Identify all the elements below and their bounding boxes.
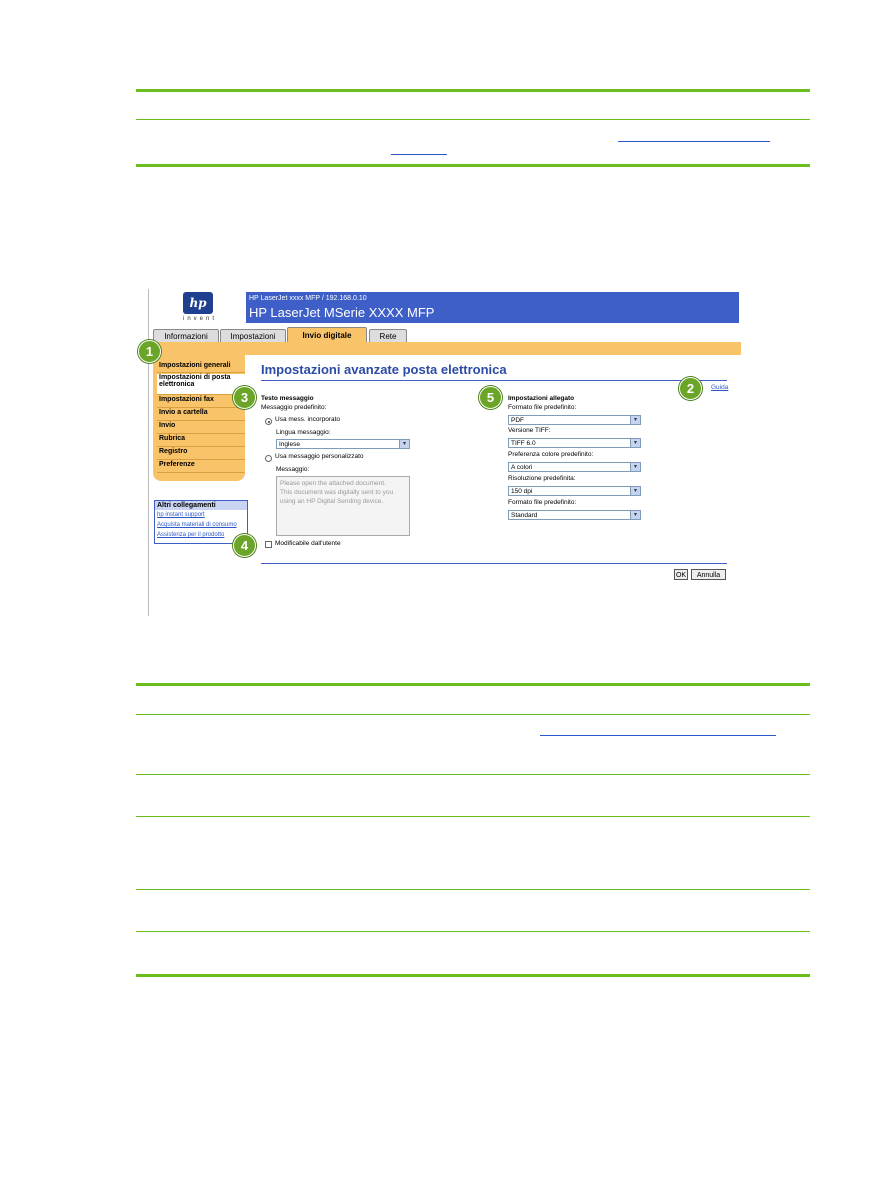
- sidebar-item-posta-elettronica[interactable]: Impostazioni di posta elettronica: [157, 374, 245, 395]
- language-select-value: Inglese: [279, 441, 300, 448]
- callout-5: 5: [479, 386, 502, 409]
- sidebar-item-invio[interactable]: Invio: [157, 422, 245, 434]
- bottom-table-row-rule: [136, 774, 810, 775]
- select-value: Standard: [511, 512, 538, 519]
- title-divider: [261, 380, 727, 381]
- top-table-header-rule: [136, 89, 810, 92]
- top-table-bottom-rule: [136, 164, 810, 167]
- sidebar-item-impostazioni-generali[interactable]: Impostazioni generali: [157, 362, 245, 373]
- chevron-down-icon: ▾: [630, 511, 640, 519]
- ews-screenshot: [145, 289, 741, 616]
- top-table-row-rule: [136, 119, 810, 120]
- link-assistenza-prodotto[interactable]: Assistenza per il prodotto: [157, 532, 225, 538]
- chevron-down-icon: ▾: [630, 487, 640, 495]
- top-table-link-1[interactable]: [618, 141, 770, 142]
- custom-message-label: Usa messaggio personalizzato: [275, 453, 364, 460]
- message-textarea[interactable]: Please open the attached document. This document was digitally sent to you using an HP Digital Sending device.: [276, 476, 410, 536]
- sidebar: [153, 355, 245, 481]
- bottom-table-row-rule: [136, 816, 810, 817]
- attachment-section-title: Impostazioni allegato: [508, 395, 575, 402]
- sidebar-item-fax[interactable]: Impostazioni fax: [157, 396, 245, 408]
- file-format-select[interactable]: [508, 415, 641, 425]
- select-value: 150 dpi: [511, 488, 533, 495]
- chevron-down-icon: ▾: [630, 439, 640, 447]
- attachment-field-label: Preferenza colore predefinito:: [508, 451, 594, 458]
- ok-button[interactable]: OK: [674, 569, 688, 580]
- tiff-version-select[interactable]: [508, 438, 641, 448]
- bottom-table-header-underline: [136, 714, 810, 715]
- select-value: A colori: [511, 464, 533, 471]
- attachment-field-label: Versione TIFF:: [508, 427, 551, 434]
- select-value: PDF: [511, 417, 524, 424]
- tab-bar: [149, 342, 741, 355]
- file-size-select[interactable]: [508, 510, 641, 520]
- bottom-table-row-rule: [136, 889, 810, 890]
- device-address: HP LaserJet xxxx MFP / 192.168.0.10: [249, 295, 367, 302]
- message-section-title: Testo messaggio: [261, 395, 314, 402]
- callout-4: 4: [233, 534, 256, 557]
- language-select[interactable]: [276, 439, 410, 449]
- top-table-link-2[interactable]: [391, 154, 447, 155]
- builtin-message-radio[interactable]: [265, 418, 272, 425]
- sidebar-item-preferenze[interactable]: Preferenze: [157, 461, 245, 473]
- chevron-down-icon: ▾: [630, 416, 640, 424]
- builtin-message-label: Usa mess. incorporato: [275, 416, 341, 423]
- callout-2: 2: [679, 377, 702, 400]
- chevron-down-icon: ▾: [399, 440, 409, 448]
- link-acquista-materiali[interactable]: Acquista materiali di consumo: [157, 522, 237, 528]
- bottom-table-header-rule: [136, 683, 810, 686]
- device-banner: [246, 292, 739, 323]
- color-preference-select[interactable]: [508, 462, 641, 472]
- bottom-table-bottom-rule: [136, 974, 810, 977]
- bottom-table-link[interactable]: [540, 735, 776, 736]
- resolution-select[interactable]: [508, 486, 641, 496]
- other-links-title: Altri collegamenti: [155, 501, 247, 510]
- tab-informazioni[interactable]: Informazioni: [153, 329, 219, 343]
- select-value: TIFF 6.0: [511, 440, 536, 447]
- sidebar-item-registro[interactable]: Registro: [157, 448, 245, 460]
- hp-logo-text: invent: [182, 316, 217, 322]
- callout-3: 3: [233, 386, 256, 409]
- other-links-box: [154, 500, 248, 544]
- tab-impostazioni[interactable]: Impostazioni: [220, 329, 286, 343]
- page-title: Impostazioni avanzate posta elettronica: [261, 362, 507, 377]
- custom-message-radio[interactable]: [265, 455, 272, 462]
- tab-rete[interactable]: Rete: [369, 329, 407, 343]
- message-label: Messaggio:: [276, 466, 310, 473]
- attachment-field-label: Risoluzione predefinita:: [508, 475, 576, 482]
- hp-logo-mark: hp: [183, 292, 213, 314]
- link-hp-instant-support[interactable]: hp instant support: [157, 512, 205, 518]
- tab-invio-digitale[interactable]: Invio digitale: [287, 327, 367, 343]
- bottom-table-row-rule: [136, 931, 810, 932]
- help-link[interactable]: Guida: [711, 384, 729, 391]
- form-footer-divider: [261, 563, 727, 564]
- hp-logo: [157, 292, 243, 324]
- sidebar-item-rubrica[interactable]: Rubrica: [157, 435, 245, 447]
- sidebar-item-invio-cartella[interactable]: Invio a cartella: [157, 409, 245, 421]
- attachment-field-label: Formato file predefinito:: [508, 404, 577, 411]
- language-label: Lingua messaggio:: [276, 429, 331, 436]
- default-message-label: Messaggio predefinito:: [261, 404, 327, 411]
- device-model: HP LaserJet MSerie XXXX MFP: [249, 305, 435, 320]
- user-editable-label: Modificabile dall'utente: [275, 540, 341, 547]
- chevron-down-icon: ▾: [630, 463, 640, 471]
- attachment-field-label: Formato file predefinito:: [508, 499, 577, 506]
- callout-1: 1: [138, 340, 161, 363]
- user-editable-checkbox[interactable]: [265, 541, 272, 548]
- cancel-button[interactable]: Annulla: [691, 569, 726, 580]
